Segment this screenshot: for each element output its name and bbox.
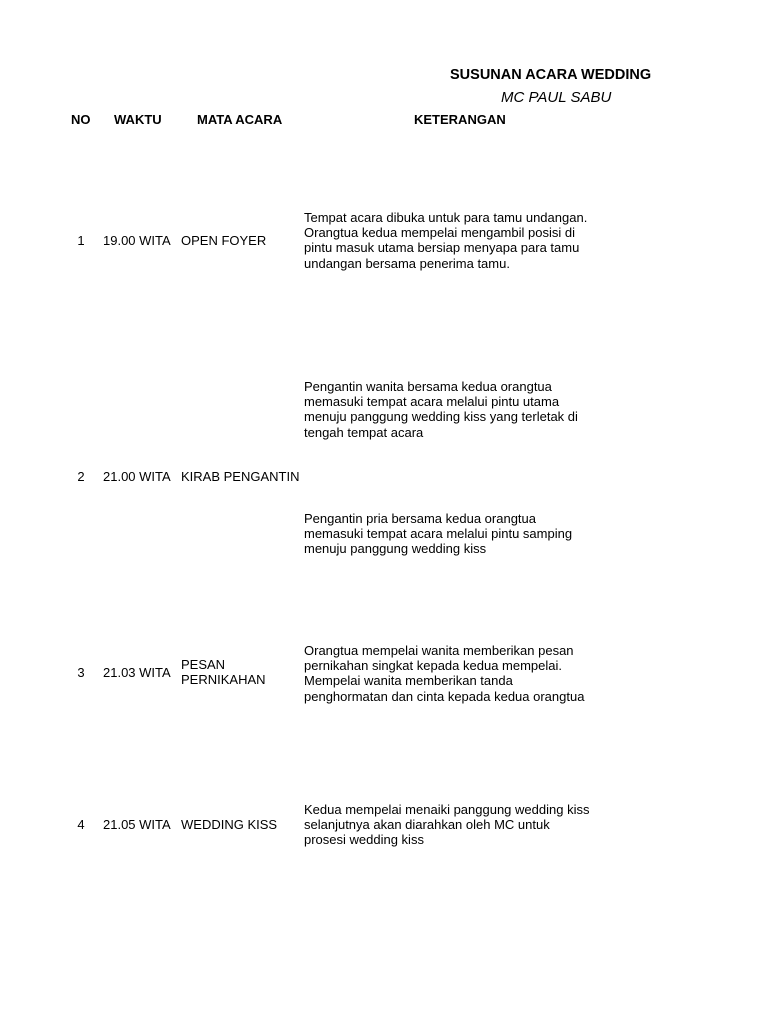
- column-header-event: MATA ACARA: [197, 112, 283, 127]
- row-4-event: WEDDING KISS: [181, 817, 278, 832]
- row-3-event: PESAN PERNIKAHAN: [181, 657, 266, 688]
- row-3-time: 21.03 WITA: [103, 665, 171, 680]
- column-header-no: NO: [71, 112, 91, 127]
- row-3-description: Orangtua mempelai wanita memberikan pesan pernikahan singkat kepada kedua mempelai. Mempelai wanita memberikan tanda penghormatan dan cinta kepada kedua orangtua: [304, 643, 585, 704]
- row-2-time: 21.00 WITA: [103, 469, 171, 484]
- row-1-time: 19.00 WITA: [103, 233, 171, 248]
- column-header-description: KETERANGAN: [414, 112, 506, 127]
- row-4-time: 21.05 WITA: [103, 817, 171, 832]
- row-2-event: KIRAB PENGANTIN: [181, 469, 300, 484]
- row-1-no: 1: [77, 233, 85, 248]
- row-2-description-a: Pengantin wanita bersama kedua orangtua memasuki tempat acara melalui pintu utama menuju panggung wedding kiss yang terletak di tengah tempat acara: [304, 379, 578, 440]
- column-header-time: WAKTU: [114, 112, 162, 127]
- row-2-no: 2: [77, 469, 85, 484]
- row-1-description: Tempat acara dibuka untuk para tamu undangan. Orangtua kedua mempelai mengambil posisi di pintu masuk utama bersiap menyapa para tamu undangan bersama penerima tamu.: [304, 210, 588, 271]
- row-2-description-b: Pengantin pria bersama kedua orangtua memasuki tempat acara melalui pintu samping menuju panggung wedding kiss: [304, 511, 573, 557]
- document-title: SUSUNAN ACARA WEDDING: [450, 67, 652, 83]
- row-4-no: 4: [77, 817, 85, 832]
- row-3-no: 3: [77, 665, 85, 680]
- document-subtitle: MC PAUL SABU: [501, 89, 612, 106]
- row-1-event: OPEN FOYER: [181, 233, 267, 248]
- row-4-description: Kedua mempelai menaiki panggung wedding kiss selanjutnya akan diarahkan oleh MC untuk prosesi wedding kiss: [304, 802, 590, 848]
